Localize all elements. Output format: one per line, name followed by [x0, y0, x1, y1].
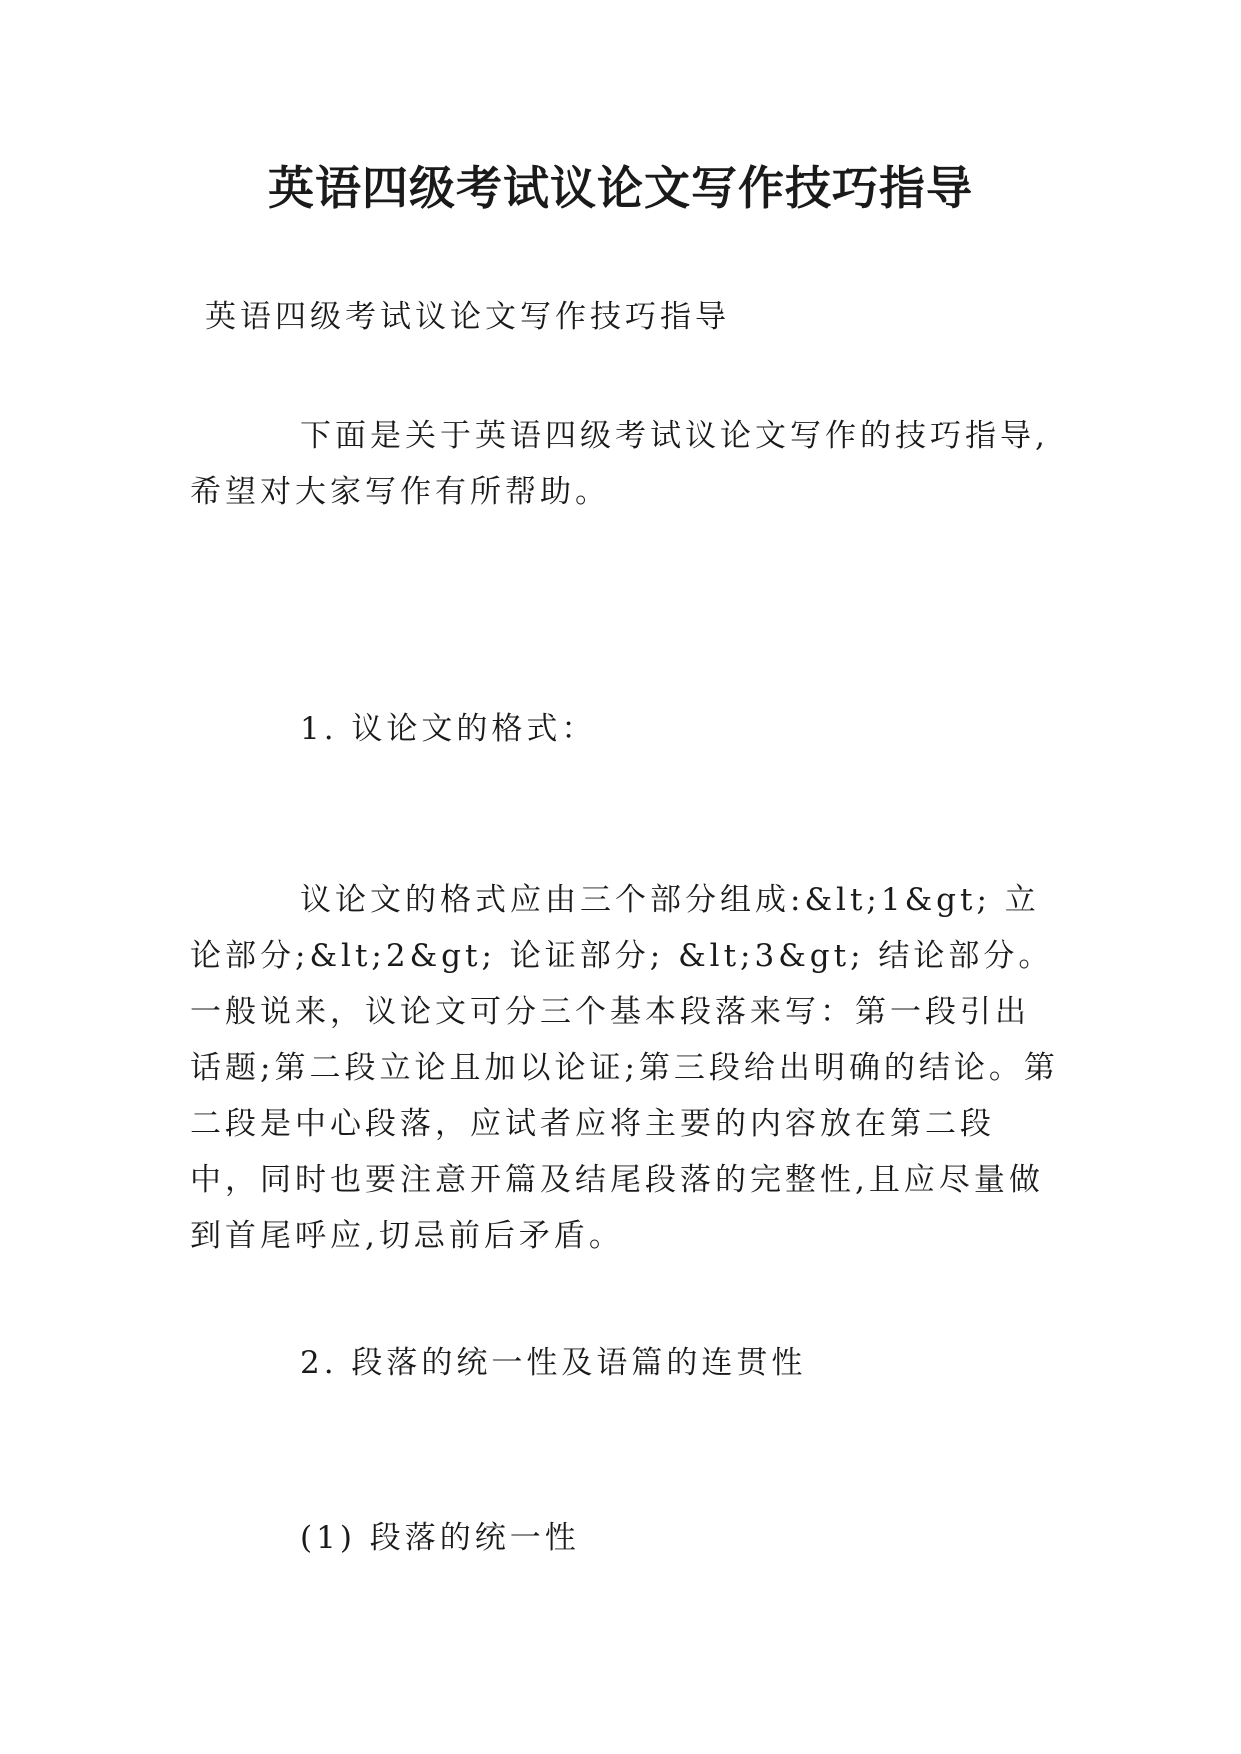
subsection-heading-paragraph-unity: (1) 段落的统一性 — [300, 1520, 580, 1556]
document-subtitle: 英语四级考试议论文写作技巧指导 — [205, 299, 730, 335]
section-heading-format: 1. 议论文的格式： — [300, 711, 597, 747]
format-paragraph: 议论文的格式应由三个部分组成:&lt;1&gt; 立论部分;&lt;2&gt; 论证部分; &lt;3&gt; 结论部分。一般说来，议论文可分三个基本段落来写：第一段引出话题;第二段立论且加以论证;第三段给出明确的结论。第二段是中心段落，应试者应将主要的内容放在第二段中，同时也要注意开篇及结尾段落的完整性,且应尽量做到首尾呼应,切忌前后矛盾。 — [190, 882, 1059, 1254]
section-heading-unity-coherence: 2. 段落的统一性及语篇的连贯性 — [300, 1345, 807, 1381]
intro-paragraph: 下面是关于英语四级考试议论文写作的技巧指导,希望对大家写作有所帮助。 — [190, 418, 1049, 510]
document-title: 英语四级考试议论文写作技巧指导 — [268, 161, 973, 215]
